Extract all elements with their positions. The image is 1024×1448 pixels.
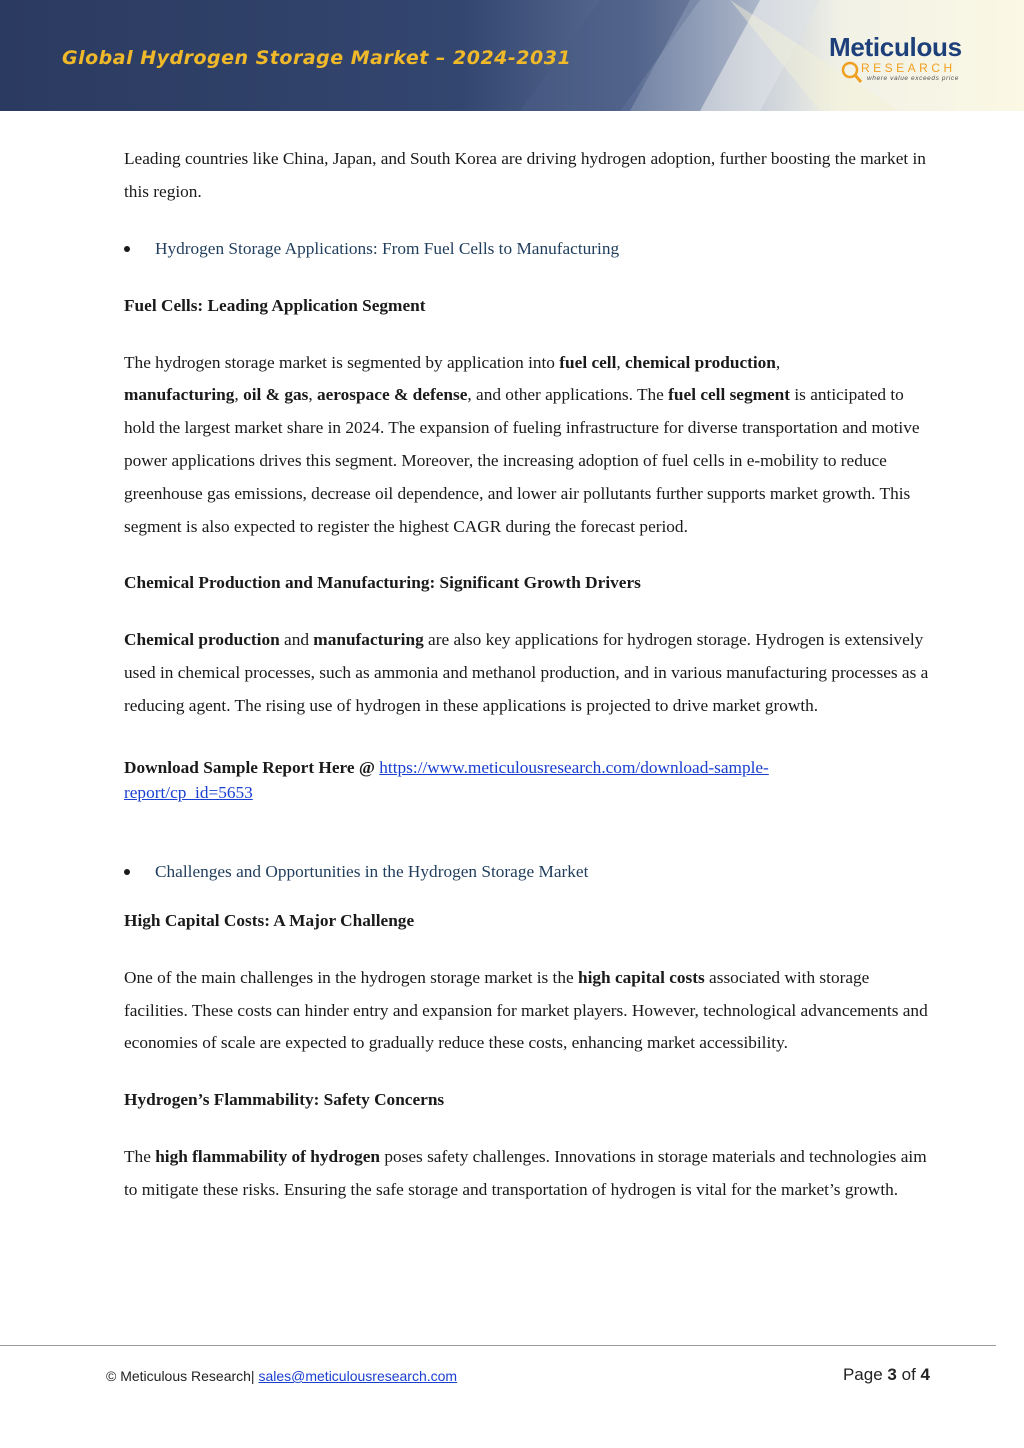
page-content [124,143,930,1207]
download-label: Download Sample Report Here @ [124,757,380,777]
flammability-paragraph: The high flammability of hydrogen poses safety challenges. Innovations in storage materials and technologies aim to mitigate these risks. Ensuring the safe storage and transportation of hydrogen is vital for the market’s growth. [124,1147,927,1199]
footer-email-link[interactable]: sales@meticulousresearch.com [258,1368,458,1384]
heading-chemical-production: Chemical Production and Manufacturing: Significant Growth Drivers [124,573,641,593]
heading-flammability: Hydrogen’s Flammability: Safety Concerns [124,1090,445,1110]
capital-costs-paragraph: One of the main challenges in the hydrogen storage market is the high capital costs associated with storage facilities. These costs can hinder entry and expansion for market players. However, technological advancements and economies of scale are expected to gradually reduce these costs, enhancing market accessibility. [124,967,928,1053]
fuel-cells-paragraph: The hydrogen storage market is segmented by application into fuel cell, chemical production, manufacturing, oil & gas, aerospace & defense, and other applications. The fuel cell segment is anticipated to hold the largest market share in 2024. The expansion of fueling infrastructure for diverse transportation and motive power applications drives this segment. Moreover, the increasing adoption of fuel cells in e-mobility to reduce greenhouse gas emissions, decrease oil dependence, and lower air pollutants further supports market growth. This segment is also expected to register the highest CAGR during the forecast period. [124,352,920,536]
footer-divider [0,1345,996,1346]
bullet-dot [124,246,130,252]
heading-fuel-cells: Fuel Cells: Leading Application Segment [124,295,426,315]
logo-wordmark: Meticulous [829,32,962,62]
page-number: Page 3 of 4 [842,1365,930,1384]
logo-subtitle: RESEARCH [861,61,956,75]
chemical-paragraph: Chemical production and manufacturing are also key applications for hydrogen storage. Hydrogen is extensively used in chemical processes, such as ammonia and methanol production, and in various manufacturing processes as a reducing agent. The rising use of hydrogen in these applications is projected to drive market growth. [124,630,929,715]
intro-paragraph: Leading countries like China, Japan, and South Korea are driving hydrogen adoption, further boosting the market in this region. [124,149,926,201]
bullet-dot [124,869,130,875]
footer-copyright: © Meticulous Research| sales@meticulousresearch.com [106,1368,458,1384]
report-title: Global Hydrogen Storage Market – 2024-2031 [62,47,572,69]
section-bullet-challenges: Challenges and Opportunities in the Hydrogen Storage Market [124,856,930,888]
section-bullet-applications: Hydrogen Storage Applications: From Fuel Cells to Manufacturing [124,233,930,265]
heading-capital-costs: High Capital Costs: A Major Challenge [124,910,415,930]
logo-tagline: where value exceeds price [867,75,959,82]
company-logo [823,30,969,88]
header-banner [0,0,1024,111]
download-sample-line [124,755,930,805]
download-sample-link[interactable]: https://www.meticulousresearch.com/download-sample- report/cp_id=5653 [124,757,769,802]
